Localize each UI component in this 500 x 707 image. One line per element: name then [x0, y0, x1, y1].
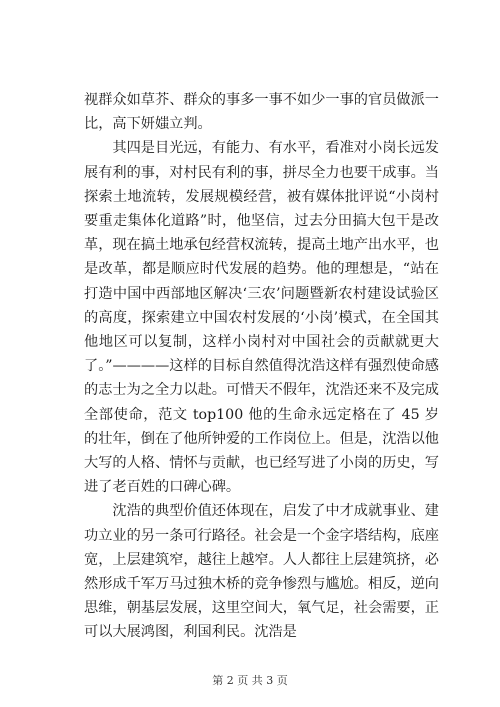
paragraph-continuation: 视群众如草芥、群众的事多一事不如少一事的官员做派一比，高下妍媸立判。	[84, 92, 439, 133]
paragraph-typical-value: 沈浩的典型价值还体现在，启发了中才成就事业、建功立业的另一条可行路径。社会是一个金字塔结构，底座宽，上层建筑窄，越往上越窄。人人都往上层建筑挤，必然形成千军万马过独木桥的竞争惨烈与尴尬。相反，逆向思维，朝基层发展，这里空间大，氧气足，社会需要，正可以大展鸿图，利国利民。沈浩是	[84, 503, 439, 641]
page-footer: 第 2 页 共 3 页	[212, 674, 288, 687]
document-body	[84, 88, 439, 645]
paragraph-fourth-point: 其四是目光远，有能力、有水平，看准对小岗长远发展有利的事，对村民有利的事，拼尽全力也要干成事。当探索土地流转，发展规模经营，被有媒体批评说“小岗村要重走集体化道路”时，他坚信，过去分田搞大包干是改革，现在搞土地承包经营权流转，提高土地产出水平，也是改革，都是顺应时代发展的趋势。他的理想是，“站在打造中国中西部地区解决‘三农’问题暨新农村建设试验区的高度，探索建立中国农村发展的‘小岗’模式，在全国其他地区可以复制，这样小岗村对中国社会的贡献就更大了。”————这样的目标自然值得沈浩这样有强烈使命感的志士为之全力以赴。可惜天不假年，沈浩还来不及完成全部使命，范文 top100 他的生命永远定格在了 45 岁的壮年，倒在了他所钟爱的工作岗位上。但是，沈浩以他大写的人格、情怀与贡献，也已经写进了小岗的历史，写进了老百姓的口碑心碑。	[84, 140, 439, 496]
